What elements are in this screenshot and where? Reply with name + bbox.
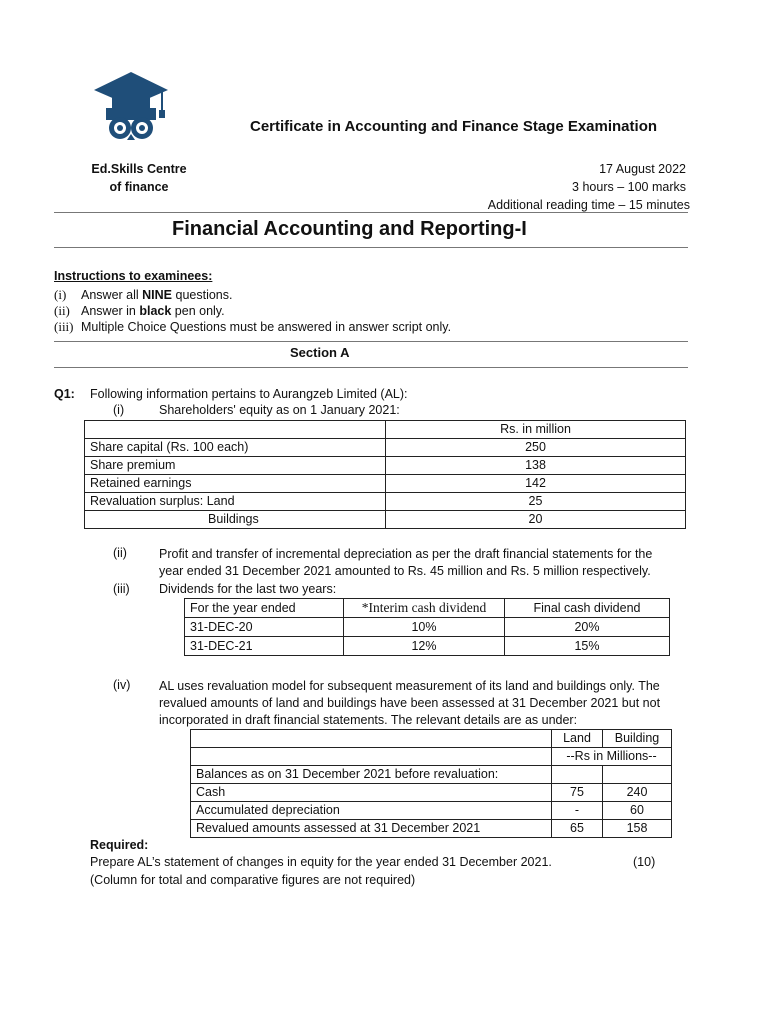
table-row: [185, 637, 670, 656]
table-cell: [85, 421, 386, 439]
table-cell: 15%: [505, 637, 670, 656]
table-cell-label: Retained earnings: [85, 475, 386, 493]
table-cell-value: 250: [386, 439, 686, 457]
exam-date: 17 August 2022: [599, 162, 686, 176]
table-cell: 31-DEC-20: [185, 618, 344, 637]
certificate-title: Certificate in Accounting and Finance Stage Examination: [250, 118, 658, 135]
table-row: [191, 766, 672, 784]
paper-title: Financial Accounting and Reporting-I: [172, 218, 527, 240]
table-cell-value: 75: [552, 784, 603, 802]
instruction-text: Answer all: [81, 288, 143, 302]
table-row: [85, 421, 686, 439]
instruction-number: (i): [54, 287, 67, 302]
instruction-item: [54, 319, 451, 335]
centre-name: [84, 160, 194, 196]
part-label: (i): [113, 403, 125, 417]
table-row: [185, 618, 670, 637]
instruction-number: (ii): [54, 303, 70, 318]
table-header: For the year ended: [185, 599, 344, 618]
table-cell: [603, 766, 672, 784]
part-text: Profit and transfer of incremental depreciation as per the draft financial statements for the year ended 31 December 2021 amounted to Rs. 45 million and Rs. 5 million respectively.: [159, 547, 653, 578]
logo-graduation-owl: [92, 70, 170, 148]
instruction-emphasis: black: [139, 304, 172, 318]
required-text: Prepare AL’s statement of changes in equity for the year ended 31 December 2021.: [90, 855, 552, 869]
part-label: (iii): [113, 582, 130, 596]
table-cell: 31-DEC-21: [185, 637, 344, 656]
table-cell-label: Cash: [191, 784, 552, 802]
table-cell-value: 240: [603, 784, 672, 802]
section-heading: Section A: [290, 345, 350, 360]
part-text: Dividends for the last two years:: [159, 582, 337, 596]
table-cell-label: Share capital (Rs. 100 each): [85, 439, 386, 457]
equity-table: [84, 420, 686, 529]
table-row: [191, 820, 672, 838]
table-row: [85, 493, 686, 511]
instruction-text: Multiple Choice Questions must be answered in answer script only.: [81, 320, 452, 334]
table-cell: [552, 766, 603, 784]
exam-meta: [488, 160, 690, 214]
table-header: Building: [603, 730, 672, 748]
table-header: *Interim cash dividend: [344, 599, 505, 618]
table-row: [191, 730, 672, 748]
divider: [54, 341, 688, 342]
exam-reading-time: Additional reading time – 15 minutes: [487, 198, 690, 212]
table-cell-label: Revalued amounts assessed at 31 December 2021: [191, 820, 552, 838]
part-label: (iv): [113, 678, 131, 692]
table-cell-label: Share premium: [85, 457, 386, 475]
table-cell: 20%: [505, 618, 670, 637]
table-header: Land: [552, 730, 603, 748]
table-cell-label: Accumulated depreciation: [191, 802, 552, 820]
table-cell-value: 158: [603, 820, 672, 838]
table-cell-value: -: [552, 802, 603, 820]
table-row: [85, 457, 686, 475]
table-row: [85, 475, 686, 493]
table-cell-value: 60: [603, 802, 672, 820]
revaluation-table: [190, 729, 672, 838]
table-header-unit: Rs. in million: [386, 421, 686, 439]
table-cell-value: 138: [386, 457, 686, 475]
table-cell-label: Buildings: [85, 511, 386, 529]
centre-name-line1: Ed.Skills Centre: [91, 162, 187, 176]
divider: [54, 247, 688, 248]
table-row: [191, 784, 672, 802]
table-cell-value: 20: [386, 511, 686, 529]
required-note: (Column for total and comparative figures are not required): [90, 873, 416, 887]
exam-duration: 3 hours – 100 marks: [572, 180, 686, 194]
divider: [54, 367, 688, 368]
dividend-table: [184, 598, 670, 656]
instruction-item: [54, 287, 232, 303]
table-cell-label: Balances as on 31 December 2021 before revaluation:: [191, 766, 552, 784]
table-row: [85, 511, 686, 529]
divider: [54, 212, 688, 213]
instructions-heading: Instructions to examinees:: [54, 269, 213, 283]
part-text: AL uses revaluation model for subsequent measurement of its land and buildings only. The revalued amounts of land and buildings have been assessed at 31 December 2021 but not incorporated in draft financial statements. The relevant details are as under:: [159, 679, 661, 727]
table-cell: 10%: [344, 618, 505, 637]
table-cell: [191, 748, 552, 766]
table-cell: 12%: [344, 637, 505, 656]
table-row: [191, 802, 672, 820]
question-intro: Following information pertains to Aurangzeb Limited (AL):: [90, 387, 408, 401]
table-unit: --Rs in Millions--: [552, 748, 672, 766]
table-row: [185, 599, 670, 618]
question-number: Q1:: [54, 387, 75, 401]
part-text: Shareholders' equity as on 1 January 2021:: [159, 403, 400, 417]
marks: (10): [633, 855, 656, 869]
instruction-number: (iii): [54, 319, 74, 334]
table-cell-value: 25: [386, 493, 686, 511]
instruction-text: Answer in: [81, 304, 140, 318]
instruction-item: [54, 303, 225, 319]
instruction-text: pen only.: [171, 304, 225, 318]
table-cell-value: 65: [552, 820, 603, 838]
table-header: Final cash dividend: [505, 599, 670, 618]
centre-name-line2: of finance: [109, 180, 169, 194]
table-row: [191, 748, 672, 766]
instruction-text: questions.: [172, 288, 233, 302]
table-cell-value: 142: [386, 475, 686, 493]
table-row: [85, 439, 686, 457]
instruction-emphasis: NINE: [142, 288, 173, 302]
required-heading: Required:: [90, 838, 149, 852]
table-cell-label: Revaluation surplus: Land: [85, 493, 386, 511]
table-cell: [191, 730, 552, 748]
part-label: (ii): [113, 546, 127, 560]
